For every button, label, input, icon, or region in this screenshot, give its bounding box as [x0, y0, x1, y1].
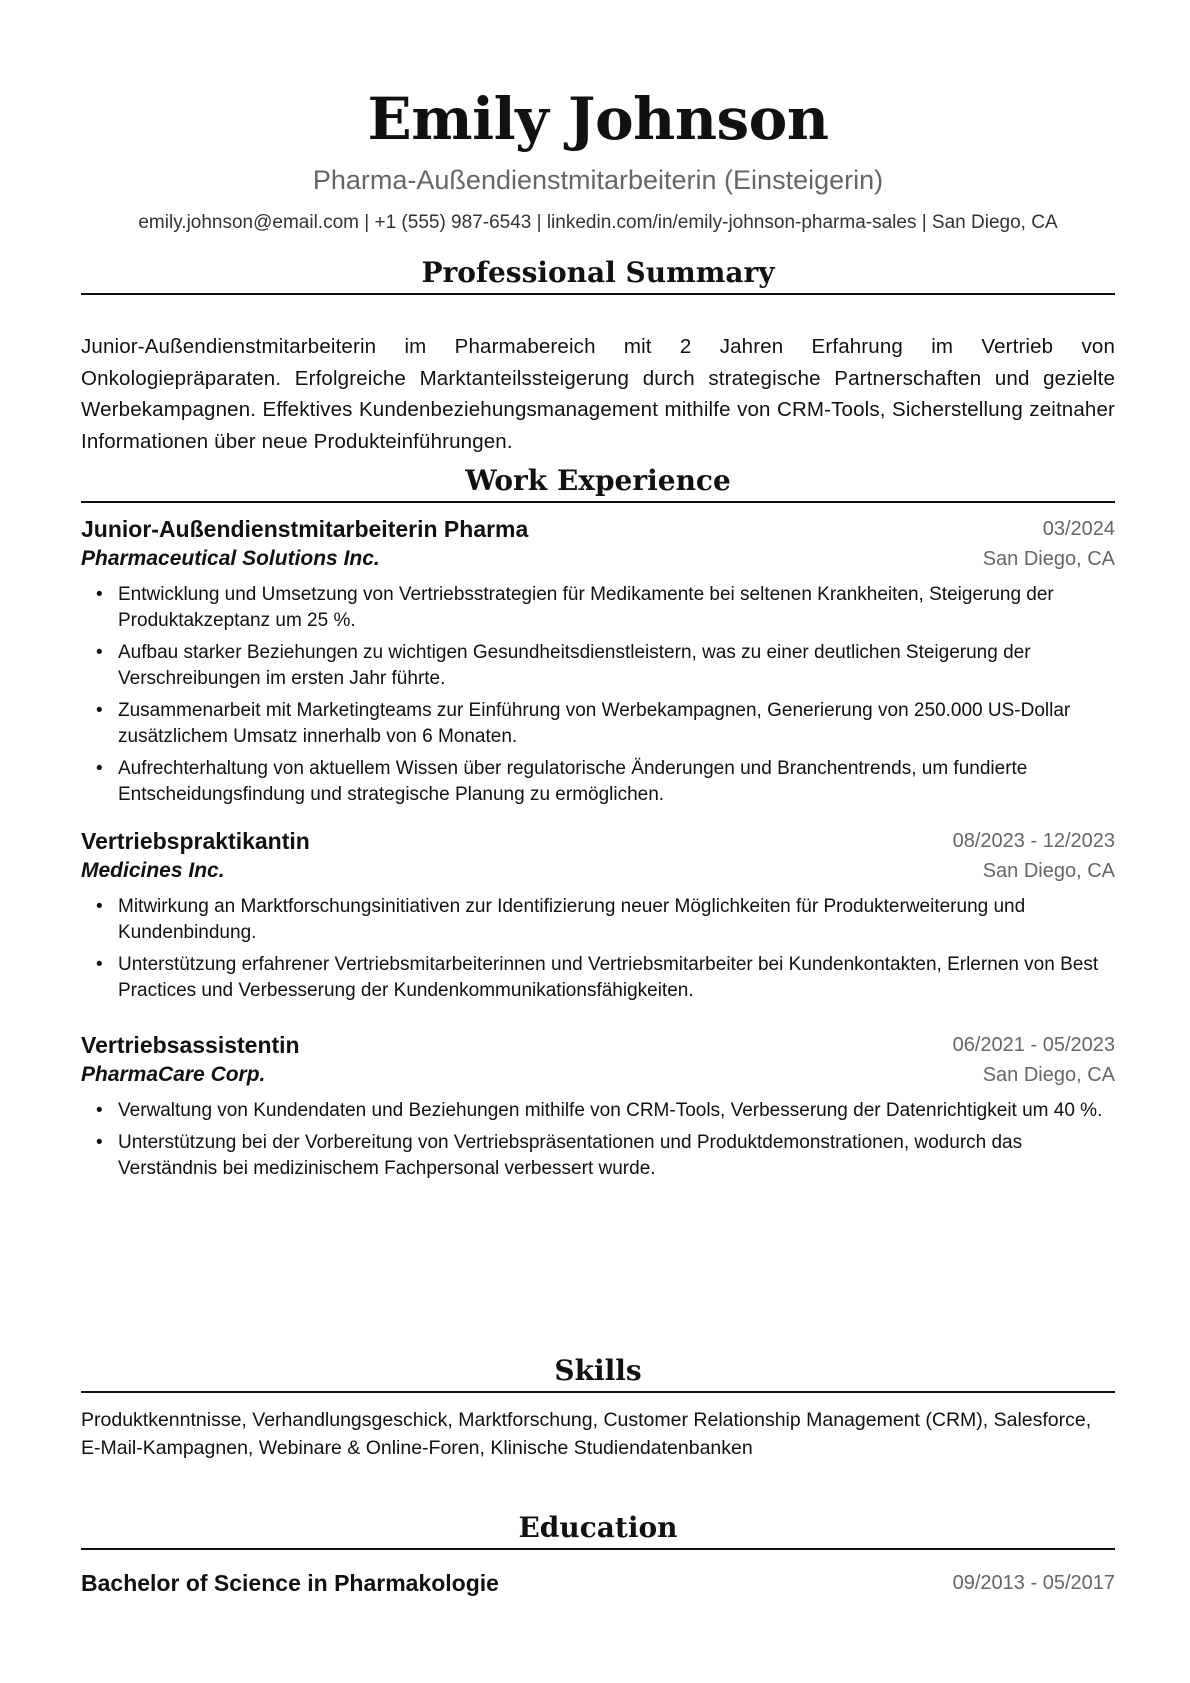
section-title-experience: Work Experience: [465, 464, 731, 497]
job-date: 08/2023 - 12/2023: [952, 830, 1115, 852]
section-divider: [81, 1548, 1115, 1550]
job-entry: [81, 514, 1115, 814]
candidate-title: Pharma-Außendienstmitarbeiterin (Einsteigerin): [312, 165, 884, 195]
job-location: San Diego, CA: [982, 548, 1115, 570]
bullet-item: • Mitwirkung an Marktforschungsinitiativen zur Identifizierung neuer Möglichkeiten für Produkterweiterung und Kundenbindung.: [81, 894, 1115, 946]
section-title-summary: Professional Summary: [421, 256, 775, 289]
bullet-item: • Aufbau starker Beziehungen zu wichtigen Gesundheitsdienstleistern, was zu einer deutlichen Steigerung der Verschreibungen im ersten Jahr führte.: [81, 640, 1115, 692]
bullet-item: • Verwaltung von Kundendaten und Beziehungen mithilfe von CRM-Tools, Verbesserung der Datenrichtigkeit um 40 %.: [81, 1098, 1115, 1124]
bullet-item: • Entwicklung und Umsetzung von Vertriebsstrategien für Medikamente bei seltenen Krankheiten, Steigerung der Produktakzeptanz um 25 %.: [81, 582, 1115, 634]
summary-text: Junior-Außendienstmitarbeiterin im Pharmabereich mit 2 Jahren Erfahrung im Vertrieb von Onkologiepräparaten. Erfolgreiche Marktanteilssteigerung durch strategische Partnerschaften und gezielte Werbekampagnen. Effektives Kundenbeziehungsmanagement mithilfe von CRM-Tools, Sicherstellung zeitnaher Informationen über neue Produkteinführungen.: [81, 335, 1115, 453]
job-bullets: [81, 582, 1115, 808]
job-company: PharmaCare Corp.: [81, 1063, 266, 1086]
job-company: Medicines Inc.: [81, 859, 225, 882]
job-company: Pharmaceutical Solutions Inc.: [81, 547, 380, 570]
job-entry: [81, 826, 1115, 1010]
job-bullets: [81, 1098, 1115, 1182]
job-location: San Diego, CA: [982, 860, 1115, 882]
bullet-item: • Unterstützung erfahrener Vertriebsmitarbeiterinnen und Vertriebsmitarbeiter bei Kundenkontakten, Erlernen von Best Practices und Verbesserung der Kundenkommunikationsfähigkeiten.: [81, 952, 1115, 1004]
job-title: Junior-Außendienstmitarbeiterin Pharma: [81, 516, 529, 542]
section-title-skills: Skills: [554, 1354, 642, 1387]
section-divider: [81, 293, 1115, 295]
job-location: San Diego, CA: [982, 1064, 1115, 1086]
education-entry: [81, 1568, 1115, 1598]
section-divider: [81, 1391, 1115, 1393]
job-entry: [81, 1030, 1115, 1188]
skills-text: Produktkenntnisse, Verhandlungsgeschick, Marktforschung, Customer Relationship Management (CRM), Salesforce, E-Mail-Kampagnen, Webinare & Online-Foren, Klinische Studiendatenbanken: [81, 1409, 1092, 1459]
job-date: 06/2021 - 05/2023: [952, 1034, 1115, 1056]
bullet-item: • Unterstützung bei der Vorbereitung von Vertriebspräsentationen und Produktdemonstrationen, wodurch das Verständnis bei medizinischem Fachpersonal verbessert wurde.: [81, 1130, 1115, 1182]
job-date: 03/2024: [1042, 518, 1115, 540]
bullet-item: • Aufrechterhaltung von aktuellem Wissen über regulatorische Änderungen und Branchentrends, um fundierte Entscheidungsfindung und strategische Planung zu ermöglichen.: [81, 756, 1115, 808]
contact-line: emily.johnson@email.com | +1 (555) 987-6543 | linkedin.com/in/emily-johnson-pharma-sales | San Diego, CA: [138, 212, 1058, 233]
candidate-name: Emily Johnson: [367, 85, 829, 153]
section-title-education: Education: [518, 1511, 678, 1544]
job-bullets: [81, 894, 1115, 1004]
job-title: Vertriebspraktikantin: [81, 828, 310, 854]
bullet-item: • Zusammenarbeit mit Marketingteams zur Einführung von Werbekampagnen, Generierung von 250.000 US-Dollar zusätzlichem Umsatz innerhalb von 6 Monaten.: [81, 698, 1115, 750]
education-date: 09/2013 - 05/2017: [952, 1572, 1115, 1594]
job-title: Vertriebsassistentin: [81, 1032, 300, 1058]
section-divider: [81, 501, 1115, 503]
degree-title: Bachelor of Science in Pharmakologie: [81, 1570, 499, 1596]
